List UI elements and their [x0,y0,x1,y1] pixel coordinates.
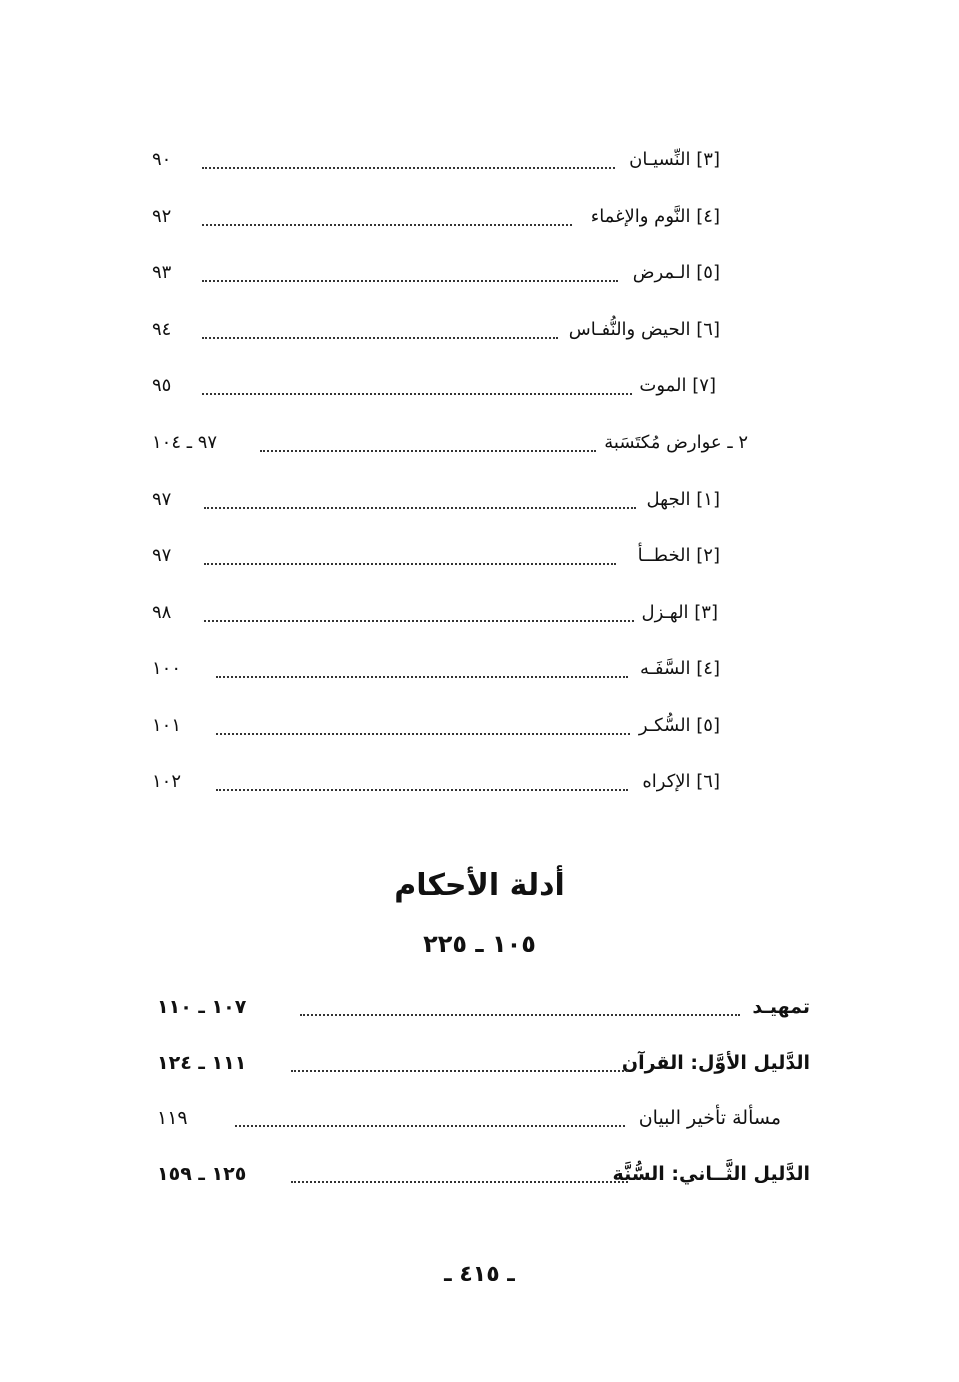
dot-leader [216,789,628,791]
toc-entry-title: الدَّليل الثَّــاني: السُّنَّة [612,1163,810,1185]
toc-entry-title: [٥] السُّكـر [638,715,720,736]
toc-entry-title: [٤] النَّوم والإغماء [590,206,720,227]
dot-leader [202,280,618,282]
toc-entry-page: ٩٧ ـ ١٠٤ [152,432,218,453]
toc-entry-page: ١١٩ [157,1107,188,1129]
toc-entry-title: تمهيـد [752,996,810,1018]
dot-leader [260,450,596,452]
dot-leader [202,224,572,226]
toc-entry-page: ٩٢ [152,206,172,227]
toc-entry-page: ١١١ ـ ١٢٤ [157,1052,247,1074]
dot-leader [204,507,636,509]
dot-leader [202,337,558,339]
dot-leader [291,1181,628,1183]
dot-leader [235,1125,625,1127]
toc-entry-coercion[interactable] [150,762,720,802]
toc-entry-acquired-impediments[interactable] [150,423,748,463]
toc-entry-foolishness[interactable] [150,649,720,689]
section-heading: أدلة الأحكام [394,868,565,903]
footer-page-number: ـ ٤١٥ ـ [444,1262,515,1287]
toc-entry-ignorance[interactable] [150,480,720,520]
dot-leader [291,1070,628,1072]
toc-entry-page: ٩٥ [152,375,172,396]
toc-entry-forgetfulness[interactable] [150,140,720,180]
dot-leader [202,167,615,169]
dot-leader [202,393,632,395]
section-page-range: ١٠٥ ـ ٢٢٥ [423,930,536,958]
toc-entry-title: [٧] الموت [639,375,716,396]
toc-entry-title: [١] الجهل [646,489,720,510]
toc-entry-second-evidence-sunnah[interactable] [155,1154,810,1194]
toc-entry-menstruation[interactable] [150,310,720,350]
toc-entry-error[interactable] [150,536,720,576]
toc-entry-page: ٩٤ [152,319,172,340]
toc-entry-title: مسألة تأخير البيان [638,1107,781,1129]
toc-entry-first-evidence-quran[interactable] [155,1043,810,1083]
toc-entry-intoxication[interactable] [150,706,720,746]
toc-entry-page: ٩٨ [152,602,172,623]
toc-entry-jest[interactable] [150,593,718,633]
toc-entry-title: [٣] الهـزل [641,602,718,623]
toc-entry-title: ٢ ـ عوارض مُكتَسَبة [604,432,748,453]
dot-leader [300,1014,740,1016]
toc-entry-illness[interactable] [150,253,720,293]
toc-entry-title: [٥] الـمرض [632,262,720,283]
dot-leader [204,563,616,565]
toc-entry-page: ٩٠ [152,149,172,170]
toc-entry-title: [٤] السَّفَـه [639,658,720,679]
toc-entry-title: [٦] الحيض والنُّفـاس [568,319,720,340]
toc-entry-title: [٢] الخطــأ [637,545,720,566]
toc-entry-page: ٩٧ [152,545,172,566]
toc-entry-title: الدَّليل الأوَّل: القرآن [621,1052,810,1074]
dot-leader [204,620,634,622]
toc-entry-page: ١٢٥ ـ ١٥٩ [157,1163,247,1185]
toc-entry-title: [٣] النِّسيـان [629,149,720,170]
toc-entry-page: ١٠٧ ـ ١١٠ [157,996,247,1018]
dot-leader [216,676,628,678]
toc-entry-delay-of-clarification[interactable] [155,1098,781,1138]
toc-entry-sleep-fainting[interactable] [150,197,720,237]
toc-entry-title: [٦] الإكراه [642,771,720,792]
toc-entry-death[interactable] [150,366,716,406]
toc-entry-page: ١٠١ [152,715,182,736]
dot-leader [216,733,630,735]
toc-entry-preface[interactable] [155,987,810,1027]
toc-entry-page: ١٠٢ [152,771,182,792]
toc-entry-page: ٩٣ [152,262,172,283]
toc-entry-page: ١٠٠ [152,658,182,679]
toc-entry-page: ٩٧ [152,489,172,510]
